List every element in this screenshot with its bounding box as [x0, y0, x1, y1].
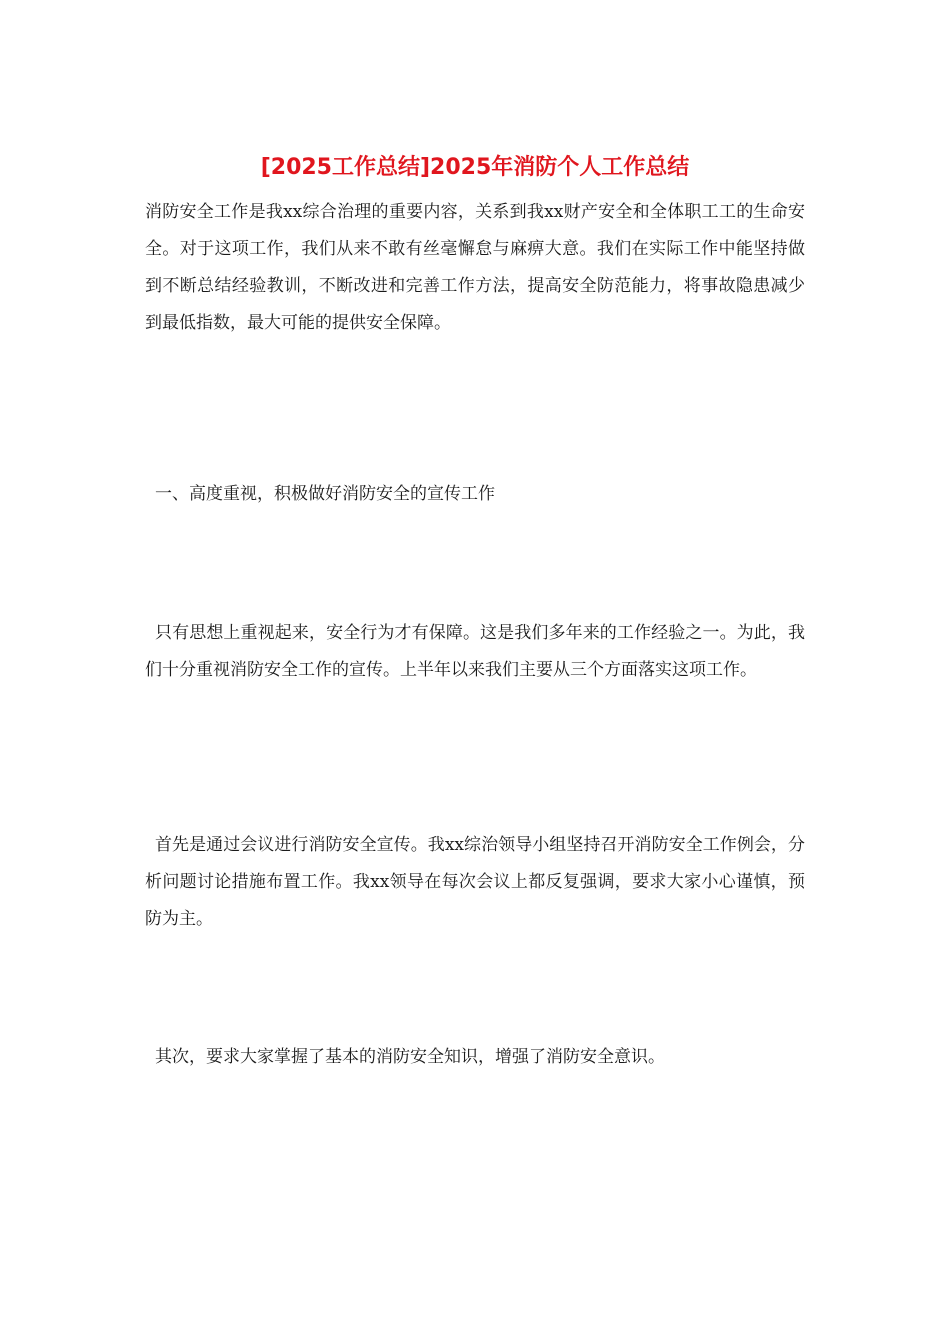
body-paragraph: 只有思想上重视起来，安全行为才有保障。这是我们多年来的工作经验之一。为此，我们十分重视消防安全工作的宣传。上半年以来我们主要从三个方面落实这项工作。: [145, 623, 805, 680]
body-paragraph: 其次，要求大家掌握了基本的消防安全知识，增强了消防安全意识。: [155, 1047, 665, 1067]
intro-paragraph: 消防安全工作是我xx综合治理的重要内容，关系到我xx财产安全和全体职工工的生命安全。对于这项工作，我们从来不敢有丝毫懈怠与麻痹大意。我们在实际工作中能坚持做到不断总结经验教训，不断改进和完善工作方法，提高安全防范能力，将事故隐患减少到最低指数，最大可能的提供安全保障。: [145, 202, 805, 333]
body-paragraph: 首先是通过会议进行消防安全宣传。我xx综治领导小组坚持召开消防安全工作例会，分析问题讨论措施布置工作。我xx领导在每次会议上都反复强调，要求大家小心谨慎，预防为主。: [145, 835, 805, 929]
section-heading: 一、高度重视，积极做好消防安全的宣传工作: [155, 484, 495, 504]
document-title: [2025工作总结]2025年消防个人工作总结: [260, 155, 690, 180]
